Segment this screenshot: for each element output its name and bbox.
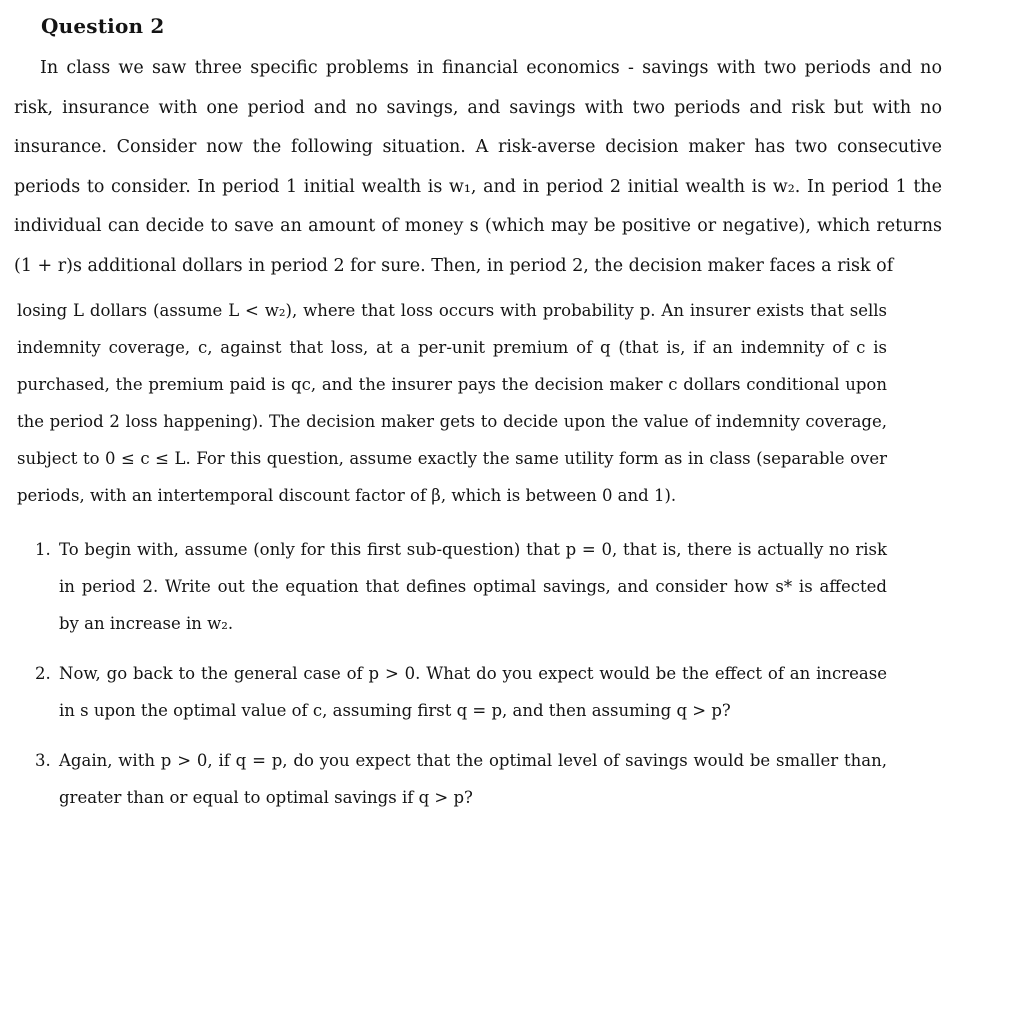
sub-question-1 <box>17 531 887 642</box>
sub-question-text: To begin with, assume (only for this first sub-question) that p = 0, that is, there is actually no risk in period 2. Write out the equation that defines optimal savings, and consider how s* is affected by an increase in w₂. <box>59 540 887 633</box>
sub-question-number: 2. <box>35 664 51 683</box>
sub-question-number: 1. <box>35 540 51 559</box>
list-item <box>17 531 887 642</box>
sub-question-text: Again, with p > 0, if q = p, do you expect that the optimal level of savings would be smaller than, greater than or equal to optimal savings if q > p? <box>59 751 887 807</box>
list-item <box>17 655 887 729</box>
question-title: Question 2 <box>41 14 165 38</box>
sub-question-text: Now, go back to the general case of p > 0. What do you expect would be the effect of an increase in s upon the optimal value of c, assuming first q = p, and then assuming q > p? <box>59 664 887 720</box>
sub-question-3 <box>17 742 887 816</box>
sub-question-number: 3. <box>35 751 51 770</box>
intro-paragraph-1: In class we saw three specific problems in financial economics - savings with two periods and no risk, insurance with one period and no savings, and savings with two periods and risk but with no insurance. Consider now the following situation. A risk-averse decision maker has two consecutive periods to consider. In period 1 initial wealth is w₁, and in period 2 initial wealth is w₂. In period 1 the individual can decide to save an amount of money s (which may be positive or negative), which returns (1 + r)s additional dollars in period 2 for sure. Then, in period 2, the decision maker faces a risk of <box>14 58 942 276</box>
intro-paragraph-2: losing L dollars (assume L < w₂), where that loss occurs with probability p. An insurer exists that sells indemnity coverage, c, against that loss, at a per-unit premium of q (that is, if an indemnity of c is purchased, the premium paid is qc, and the insurer pays the decision maker c dollars conditional upon the period 2 loss happening). The decision maker gets to decide upon the value of indemnity coverage, subject to 0 ≤ c ≤ L. For this question, assume exactly the same utility form as in class (separable over periods, with an intertemporal discount factor of β, which is between 0 and 1). <box>17 301 887 505</box>
list-item <box>17 742 887 816</box>
sub-question-2 <box>17 655 887 729</box>
